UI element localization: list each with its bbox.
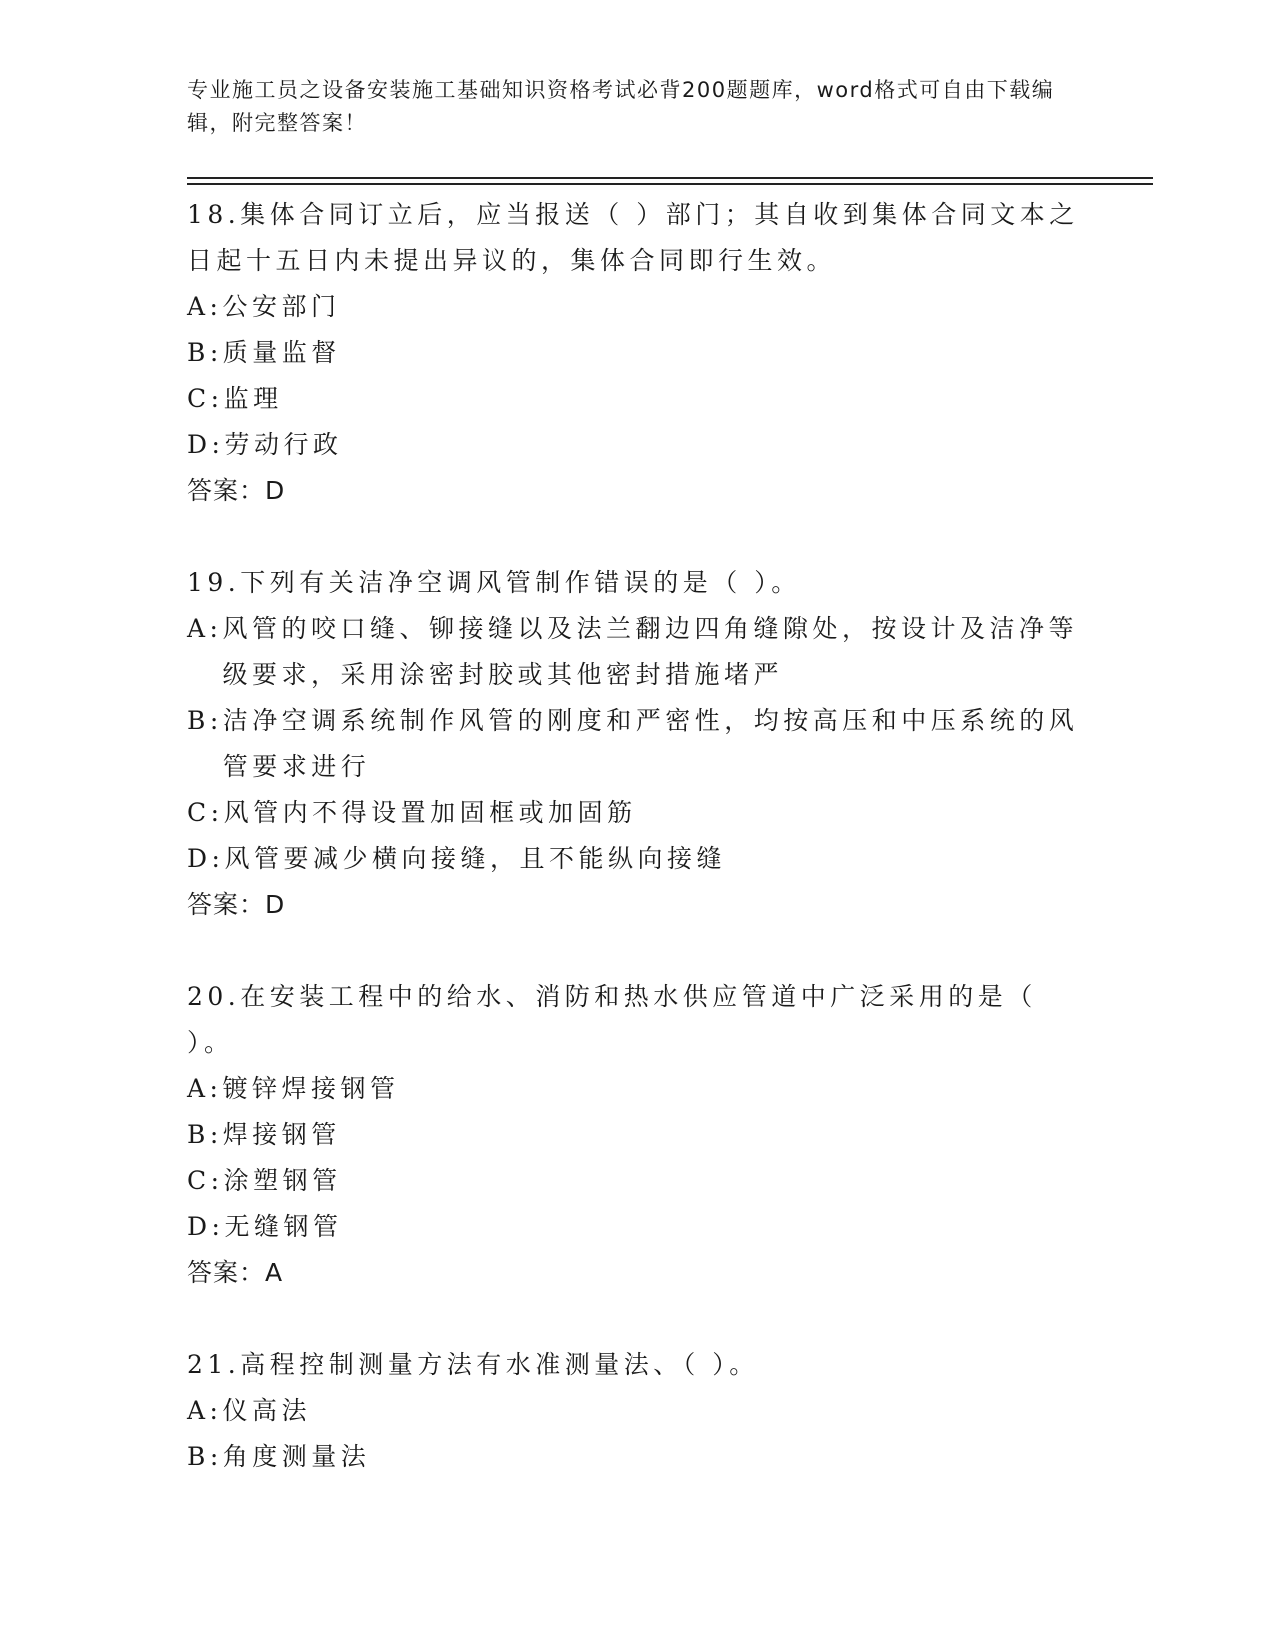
option-letter: D: bbox=[187, 1212, 225, 1241]
answer-label: 答案：D bbox=[187, 890, 286, 919]
header-divider-top bbox=[187, 177, 1153, 179]
option-text: 风管要减少横向接缝，且不能纵向接缝 bbox=[224, 844, 726, 873]
option-letter: B: bbox=[187, 338, 223, 367]
question-stem: 18.集体合同订立后，应当报送（ ）部门；其自收到集体合同文本之日起十五日内未提出异议的，集体合同即行生效。 bbox=[187, 200, 1079, 275]
option-text: 涂塑钢管 bbox=[223, 1166, 342, 1195]
question-18 bbox=[187, 192, 1087, 514]
option-text: 监理 bbox=[223, 384, 283, 413]
option-letter: B: bbox=[187, 1442, 223, 1471]
option-text: 角度测量法 bbox=[222, 1442, 371, 1471]
option-letter: A: bbox=[187, 1074, 223, 1103]
option-text: 仪高法 bbox=[222, 1396, 311, 1425]
option-b bbox=[187, 1434, 1087, 1480]
option-b bbox=[187, 1112, 1087, 1158]
option-c bbox=[187, 790, 1087, 836]
option-d bbox=[187, 422, 1087, 468]
option-letter: A: bbox=[187, 614, 223, 643]
option-c bbox=[187, 376, 1087, 422]
option-a bbox=[187, 284, 1087, 330]
option-a bbox=[187, 1388, 1087, 1434]
option-d bbox=[187, 1204, 1087, 1250]
option-text: 风管内不得设置加固框或加固筋 bbox=[223, 798, 637, 827]
option-b bbox=[187, 698, 1087, 790]
answer-label: 答案：D bbox=[187, 476, 286, 505]
option-text: 洁净空调系统制作风管的刚度和严密性，均按高压和中压系统的风管要求进行 bbox=[222, 706, 1079, 781]
option-letter: B: bbox=[187, 706, 223, 735]
option-text: 无缝钢管 bbox=[224, 1212, 343, 1241]
option-b bbox=[187, 330, 1087, 376]
answer-label: 答案：A bbox=[187, 1258, 284, 1287]
option-letter: A: bbox=[187, 1396, 223, 1425]
question-stem: 19.下列有关洁净空调风管制作错误的是（ ）。 bbox=[187, 568, 801, 597]
option-d bbox=[187, 836, 1087, 882]
option-letter: C: bbox=[187, 1166, 224, 1195]
option-letter: D: bbox=[187, 844, 225, 873]
document-header: 专业施工员之设备安装施工基础知识资格考试必背200题题库，word格式可自由下载编辑，附完整答案！ bbox=[187, 78, 1055, 135]
option-text: 劳动行政 bbox=[224, 430, 343, 459]
option-a bbox=[187, 606, 1087, 698]
option-text: 焊接钢管 bbox=[222, 1120, 341, 1149]
option-text: 镀锌焊接钢管 bbox=[222, 1074, 400, 1103]
option-c bbox=[187, 1158, 1087, 1204]
option-letter: B: bbox=[187, 1120, 223, 1149]
question-19 bbox=[187, 560, 1087, 928]
question-stem: 20.在安装工程中的给水、消防和热水供应管道中广泛采用的是（ ）。 bbox=[187, 982, 1037, 1057]
option-text: 质量监督 bbox=[222, 338, 341, 367]
question-20 bbox=[187, 974, 1087, 1296]
option-letter: C: bbox=[187, 384, 224, 413]
question-stem: 21.高程控制测量方法有水准测量法、（ ）。 bbox=[187, 1350, 759, 1379]
question-list bbox=[187, 192, 1087, 1526]
option-a bbox=[187, 1066, 1087, 1112]
option-text: 风管的咬口缝、铆接缝以及法兰翻边四角缝隙处，按设计及洁净等级要求，采用涂密封胶或其他密封措施堵严 bbox=[222, 614, 1078, 689]
header-divider-bottom bbox=[187, 183, 1153, 185]
option-letter: A: bbox=[187, 292, 223, 321]
option-letter: D: bbox=[187, 430, 225, 459]
option-text: 公安部门 bbox=[222, 292, 341, 321]
option-letter: C: bbox=[187, 798, 224, 827]
question-21 bbox=[187, 1342, 1087, 1480]
